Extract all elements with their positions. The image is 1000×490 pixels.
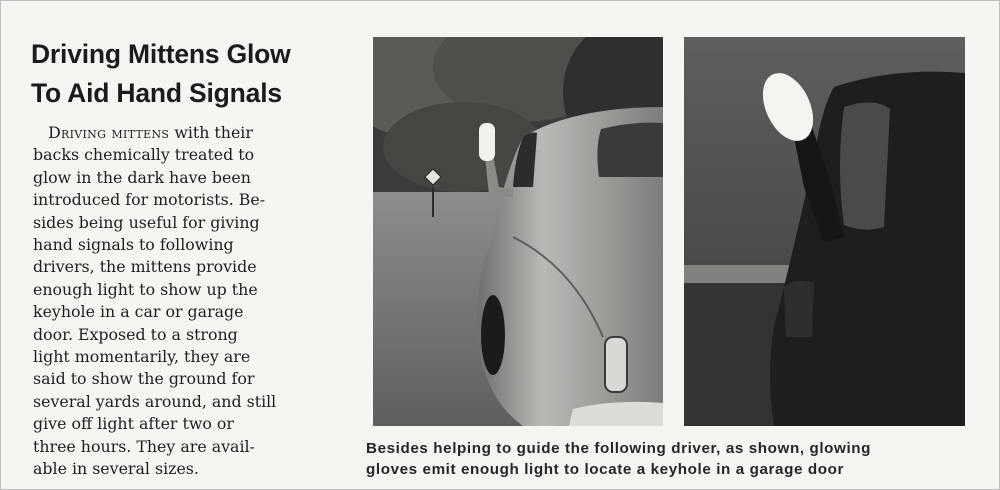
article-body	[33, 122, 338, 481]
body-line-16: able in several sizes.	[33, 459, 199, 479]
photo-glowing-glove-door	[684, 37, 965, 426]
body-line-12: said to show the ground for	[33, 369, 255, 389]
lead-in-text: Driving mittens	[48, 123, 170, 142]
body-line-8: enough light to show up the	[33, 279, 258, 299]
photo-car-hand-signal	[373, 37, 663, 426]
headline-line-2: To Aid Hand Signals	[31, 78, 282, 108]
body-line-14: give off light after two or	[33, 414, 234, 434]
body-line-9: keyhole in a car or garage	[33, 302, 244, 322]
body-line-15: three hours. They are avail-	[33, 436, 255, 456]
photo-caption	[366, 438, 976, 480]
body-line-6: hand signals to following	[33, 235, 234, 255]
caption-line-1: Besides helping to guide the following driver, as shown, glowing	[366, 440, 872, 457]
body-line-1-rest: with their	[174, 123, 253, 142]
body-line-3: glow in the dark have been	[33, 167, 251, 187]
body-line-5: sides being useful for giving	[33, 212, 260, 232]
article-headline	[31, 35, 351, 113]
body-line-10: door. Exposed to a strong	[33, 324, 238, 344]
body-line-1	[33, 122, 338, 144]
body-line-7: drivers, the mittens provide	[33, 257, 257, 277]
body-line-11: light momentarily, they are	[33, 347, 251, 367]
headline-line-1: Driving Mittens Glow	[31, 39, 291, 69]
body-line-13: several yards around, and still	[33, 391, 277, 411]
body-line-2: backs chemically treated to	[33, 145, 255, 165]
caption-line-2: gloves emit enough light to locate a keyhole in a garage door	[366, 461, 844, 478]
glowing-glove-image	[684, 37, 965, 426]
body-line-4: introduced for motorists. Be-	[33, 190, 266, 210]
car-hand-signal-image	[373, 37, 663, 426]
